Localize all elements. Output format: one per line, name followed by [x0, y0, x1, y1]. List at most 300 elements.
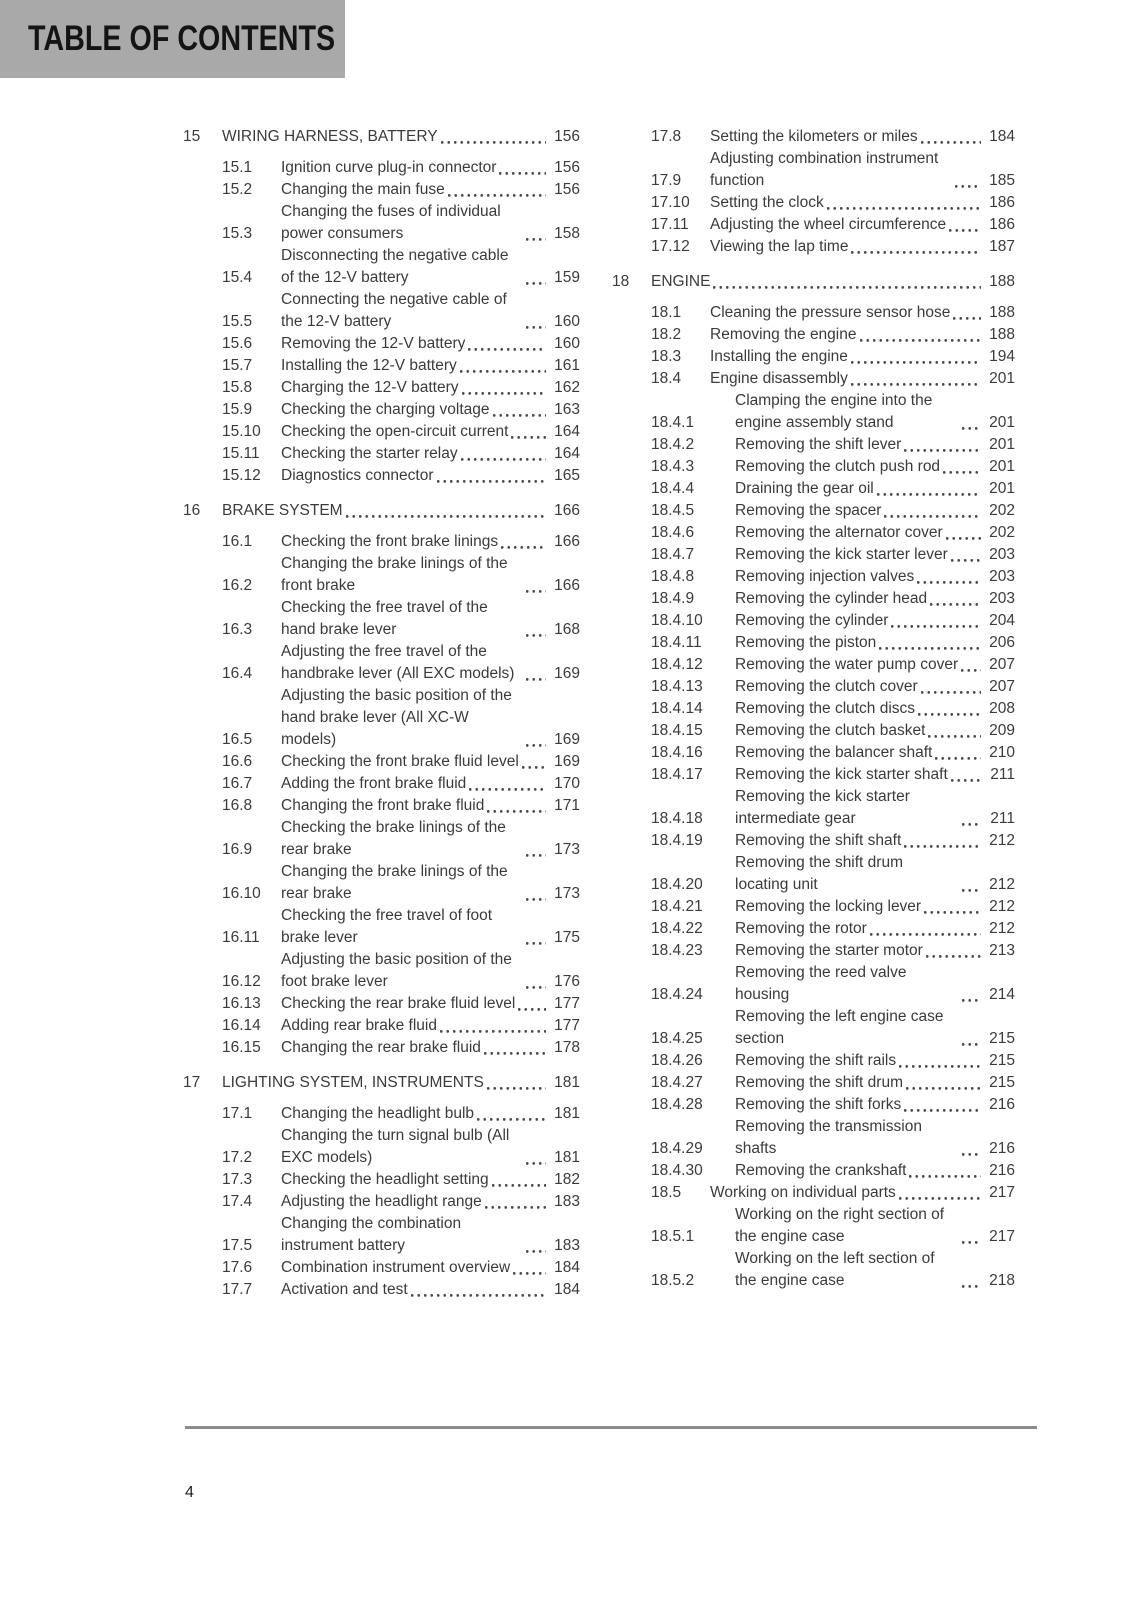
- toc-entry: [183, 157, 580, 179]
- toc-entry-title: Draining the gear oil: [735, 480, 874, 497]
- toc-entry: [612, 918, 1015, 940]
- toc-entry-title: Changing the rear brake fluid: [281, 1039, 481, 1056]
- toc-entry-title: Removing the shift shaft: [735, 832, 902, 849]
- toc-entry: [612, 698, 1015, 720]
- toc-entry-page: 170: [554, 775, 580, 792]
- toc-entry-number: 18.4.9: [651, 590, 695, 607]
- toc-entry-title: Changing the brake linings of the rear brake: [281, 863, 508, 902]
- dot-leader: [962, 1153, 981, 1156]
- toc-entry-title: Activation and test: [281, 1281, 408, 1298]
- dot-leader: [951, 559, 981, 562]
- toc-entry-page: 202: [989, 502, 1015, 519]
- page-number: 4: [185, 1484, 194, 1501]
- toc-entry-title: Changing the combination instrument battery: [281, 1215, 462, 1254]
- toc-entry: [612, 302, 1015, 324]
- toc-entry-title: ENGINE: [651, 273, 711, 290]
- dot-leader: [962, 1285, 981, 1288]
- dot-leader: [879, 647, 981, 650]
- toc-entry-page: 171: [554, 797, 580, 814]
- toc-entry-page: 156: [554, 181, 580, 198]
- toc-entry-title: Checking the free travel of foot brake lever: [281, 907, 493, 946]
- toc-entry: [612, 522, 1015, 544]
- dot-leader: [526, 942, 546, 945]
- toc-entry-title: Checking the front brake linings: [281, 533, 499, 550]
- dot-leader: [961, 669, 981, 672]
- dot-leader: [526, 898, 546, 901]
- toc-entry-title: Adjusting the wheel circumference: [710, 216, 947, 233]
- toc-entry-number: 15.11: [222, 445, 260, 462]
- dot-leader: [921, 141, 981, 144]
- toc-entry: [612, 346, 1015, 368]
- toc-entry-number: 17.6: [222, 1259, 253, 1276]
- dot-leader: [526, 326, 546, 329]
- toc-entry-title: Adjusting the basic position of the foot brake lever: [281, 951, 512, 990]
- toc-entry-page: 217: [989, 1184, 1015, 1201]
- toc-entry-title: Removing the 12-V battery: [281, 335, 466, 352]
- toc-entry: [183, 201, 580, 245]
- toc-entry-title: Removing the water pump cover: [735, 656, 959, 673]
- dot-leader: [437, 480, 547, 483]
- toc-entry: [183, 1072, 580, 1094]
- toc-column-left: [183, 126, 580, 1301]
- toc-entry: [612, 1072, 1015, 1094]
- toc-entry: [183, 751, 580, 773]
- toc-entry-title: Installing the engine: [710, 348, 848, 365]
- toc-entry-number: 16.5: [222, 731, 253, 748]
- toc-entry-page: 212: [989, 876, 1015, 893]
- toc-entry-number: 18.4.22: [651, 920, 703, 937]
- toc-entry-title: Combination instrument overview: [281, 1259, 511, 1276]
- toc-entry-page: 209: [989, 722, 1015, 739]
- toc-entry-title: Changing the fuses of individual power consumers: [281, 203, 501, 242]
- toc-entry: [612, 500, 1015, 522]
- toc-entry-page: 165: [554, 467, 580, 484]
- toc-entry-number: 18.4.24: [651, 986, 703, 1003]
- toc-entry-title: Engine disassembly: [710, 370, 848, 387]
- toc-entry-page: 188: [989, 326, 1015, 343]
- toc-entry-number: 18.4: [651, 370, 682, 387]
- toc-entry-title: Cleaning the pressure sensor hose: [710, 304, 951, 321]
- toc-entry-page: 175: [554, 929, 580, 946]
- toc-entry: [612, 1204, 1015, 1248]
- toc-entry: [612, 214, 1015, 236]
- toc-entry-page: 177: [554, 1017, 580, 1034]
- toc-entry-title: Removing the shift drum locating unit: [735, 854, 903, 893]
- dot-leader: [441, 141, 546, 144]
- toc-entry-number: 18.4.30: [651, 1162, 703, 1179]
- dot-leader: [499, 172, 546, 175]
- toc-entry-page: 218: [989, 1272, 1015, 1289]
- toc-entry: [183, 1037, 580, 1059]
- toc-entry-title: Checking the brake linings of the rear brake: [281, 819, 506, 858]
- dot-leader: [501, 546, 546, 549]
- toc-entry: [183, 685, 580, 751]
- toc-entry-page: 212: [989, 898, 1015, 915]
- toc-entry-page: 176: [554, 973, 580, 990]
- toc-entry: [612, 676, 1015, 698]
- toc-entry-page: 216: [989, 1096, 1015, 1113]
- toc-entry-page: 207: [989, 678, 1015, 695]
- dot-leader: [962, 823, 981, 826]
- toc-entry: [612, 434, 1015, 456]
- dot-leader: [891, 625, 981, 628]
- dot-leader: [477, 1118, 546, 1121]
- toc-entry-number: 16.12: [222, 973, 261, 990]
- toc-entry-number: 18.4.14: [651, 700, 703, 717]
- toc-entry: [183, 949, 580, 993]
- toc-entry-title: BRAKE SYSTEM: [222, 502, 343, 519]
- toc-entry: [183, 641, 580, 685]
- toc-entry-title: Removing the shift rails: [735, 1052, 897, 1069]
- toc-entry-number: 17.7: [222, 1281, 253, 1298]
- toc-entry: [612, 786, 1015, 830]
- toc-entry-page: 202: [989, 524, 1015, 541]
- toc-entry-title: Changing the turn signal bulb (All EXC models): [281, 1127, 510, 1166]
- toc-entry: [183, 1103, 580, 1125]
- toc-entry-title: Removing the spacer: [735, 502, 882, 519]
- dot-leader: [469, 788, 546, 791]
- toc-entry: [183, 126, 580, 148]
- toc-entry-number: 18.4.8: [651, 568, 695, 585]
- toc-entry: [183, 553, 580, 597]
- toc-entry-title: Removing the engine: [710, 326, 857, 343]
- toc-entry: [612, 654, 1015, 676]
- toc-entry-page: 215: [989, 1030, 1015, 1047]
- toc-entry-page: 161: [554, 357, 580, 374]
- toc-entry-page: 188: [989, 304, 1015, 321]
- toc-entry-number: 16.8: [222, 797, 253, 814]
- toc-entry-page: 216: [989, 1140, 1015, 1157]
- dot-leader: [485, 1206, 546, 1209]
- toc-entry-page: 201: [989, 436, 1015, 453]
- dot-leader: [513, 1272, 546, 1275]
- toc-entry-page: 203: [989, 568, 1015, 585]
- toc-entry-page: 210: [989, 744, 1015, 761]
- toc-entry-number: 17.2: [222, 1149, 253, 1166]
- toc-entry: [612, 1050, 1015, 1072]
- toc-entry: [183, 795, 580, 817]
- toc-entry-title: Disconnecting the negative cable of the 12-V battery: [281, 247, 509, 286]
- dot-leader: [926, 955, 981, 958]
- toc-entry: [183, 773, 580, 795]
- toc-entry-title: Checking the front brake fluid level: [281, 753, 519, 770]
- toc-entry-page: 181: [554, 1149, 580, 1166]
- toc-entry-title: Connecting the negative cable of the 12-V battery: [281, 291, 507, 330]
- toc-entry-page: 215: [989, 1052, 1015, 1069]
- toc-entry-page: 203: [989, 546, 1015, 563]
- toc-entry-page: 169: [554, 753, 580, 770]
- toc-entry-number: 18.4.23: [651, 942, 703, 959]
- toc-entry: [612, 1248, 1015, 1292]
- dot-leader: [955, 185, 981, 188]
- toc-entry-number: 18.4.5: [651, 502, 695, 519]
- dot-leader: [899, 1197, 981, 1200]
- toc-entry-page: 187: [989, 238, 1015, 255]
- toc-entry-number: 18.1: [651, 304, 682, 321]
- dot-leader: [462, 392, 547, 395]
- toc-entry-page: 160: [554, 335, 580, 352]
- toc-entry: [612, 390, 1015, 434]
- dot-leader: [962, 1241, 981, 1244]
- dot-leader: [962, 1043, 981, 1046]
- toc-entry-number: 18.4.21: [651, 898, 703, 915]
- toc-entry-page: 173: [554, 885, 580, 902]
- dot-leader: [484, 1052, 546, 1055]
- toc-entry-number: 18.4.18: [651, 810, 703, 827]
- dot-leader: [909, 1175, 981, 1178]
- toc-entry: [612, 852, 1015, 896]
- toc-entry-page: 184: [554, 1281, 580, 1298]
- toc-entry-page: 183: [554, 1193, 580, 1210]
- dot-leader: [943, 471, 981, 474]
- toc-entry-page: 201: [989, 480, 1015, 497]
- toc-entry-page: 194: [989, 348, 1015, 365]
- toc-entry-title: Working on the left section of the engine case: [735, 1250, 935, 1289]
- toc-entry-title: Adjusting the headlight range: [281, 1193, 482, 1210]
- toc-entry-number: 16.14: [222, 1017, 261, 1034]
- toc-entry: [183, 905, 580, 949]
- toc-entry: [183, 1257, 580, 1279]
- dot-leader: [440, 1030, 546, 1033]
- toc-entry-title: Removing the crankshaft: [735, 1162, 907, 1179]
- toc-entry: [612, 368, 1015, 390]
- toc-entry-page: 211: [990, 810, 1015, 827]
- dot-leader: [918, 713, 981, 716]
- toc-entry-title: Charging the 12-V battery: [281, 379, 459, 396]
- dot-leader: [492, 1184, 546, 1187]
- toc-entry: [183, 421, 580, 443]
- toc-entry-page: 158: [554, 225, 580, 242]
- toc-entry-page: 166: [554, 533, 580, 550]
- toc-entry: [612, 1094, 1015, 1116]
- toc-entry-number: 18.4.26: [651, 1052, 703, 1069]
- toc-entry-title: Changing the front brake fluid: [281, 797, 485, 814]
- dot-leader: [487, 810, 546, 813]
- toc-entry-number: 16.4: [222, 665, 253, 682]
- toc-entry-number: 18.4.3: [651, 458, 695, 475]
- toc-entry-number: 16: [183, 502, 201, 519]
- dot-leader: [851, 251, 981, 254]
- toc-entry-page: 217: [989, 1228, 1015, 1245]
- toc-entry-title: Installing the 12-V battery: [281, 357, 457, 374]
- toc-entry-number: 16.10: [222, 885, 261, 902]
- toc-entry-title: Removing the kick starter intermediate gear: [735, 788, 910, 827]
- toc-entry-number: 18.4.7: [651, 546, 695, 563]
- toc-entry-page: 212: [989, 920, 1015, 937]
- toc-entry-title: WIRING HARNESS, BATTERY: [222, 128, 438, 145]
- toc-entry-page: 184: [989, 128, 1015, 145]
- dot-leader: [713, 286, 981, 289]
- toc-entry-number: 18.4.4: [651, 480, 695, 497]
- toc-entry-number: 15.4: [222, 269, 253, 286]
- toc-entry: [612, 456, 1015, 478]
- toc-entry: [612, 742, 1015, 764]
- toc-entry: [183, 531, 580, 553]
- dot-leader: [526, 744, 546, 747]
- toc-entry-number: 18.5.2: [651, 1272, 695, 1289]
- toc-entry: [612, 478, 1015, 500]
- toc-entry-page: 204: [989, 612, 1015, 629]
- toc-entry-title: Setting the clock: [710, 194, 824, 211]
- dot-leader: [526, 986, 546, 989]
- dot-leader: [904, 1109, 981, 1112]
- toc-entry: [183, 1279, 580, 1301]
- dot-leader: [851, 361, 981, 364]
- dot-leader: [526, 282, 546, 285]
- toc-entry-number: 18.4.16: [651, 744, 703, 761]
- toc-entry-page: 168: [554, 621, 580, 638]
- toc-entry-page: 201: [989, 414, 1015, 431]
- toc-entry-title: Removing the balancer shaft: [735, 744, 933, 761]
- toc-entry: [612, 610, 1015, 632]
- toc-entry-title: Removing the transmission shafts: [735, 1118, 922, 1157]
- toc-entry: [612, 126, 1015, 148]
- toc-entry-number: 18.3: [651, 348, 682, 365]
- toc-entry-number: 18.5: [651, 1184, 682, 1201]
- toc-entry-title: Removing the left engine case section: [735, 1008, 944, 1047]
- toc-entry-title: Adding rear brake fluid: [281, 1017, 437, 1034]
- toc-entry-page: 177: [554, 995, 580, 1012]
- toc-entry: [183, 861, 580, 905]
- toc-entry-number: 18.2: [651, 326, 682, 343]
- toc-entry: [183, 333, 580, 355]
- toc-entry: [612, 271, 1015, 293]
- toc-entry: [183, 1169, 580, 1191]
- toc-entry-page: 169: [554, 665, 580, 682]
- footer-divider: [185, 1426, 1037, 1429]
- toc-entry-title: Removing the clutch basket: [735, 722, 926, 739]
- toc-entry-page: 207: [989, 656, 1015, 673]
- toc-entry-number: 16.3: [222, 621, 253, 638]
- toc-entry-number: 16.2: [222, 577, 253, 594]
- toc-entry-page: 213: [989, 942, 1015, 959]
- toc-entry: [612, 544, 1015, 566]
- toc-entry: [183, 443, 580, 465]
- toc-entry-number: 16.1: [222, 533, 253, 550]
- dot-leader: [526, 1250, 546, 1253]
- toc-entry: [612, 962, 1015, 1006]
- dot-leader: [526, 634, 546, 637]
- toc-entry-number: 18.4.13: [651, 678, 703, 695]
- toc-entry-page: 156: [554, 128, 580, 145]
- toc-entry-number: 17.12: [651, 238, 690, 255]
- dot-leader: [962, 889, 981, 892]
- toc-entry-page: 178: [554, 1039, 580, 1056]
- toc-entry-number: 16.6: [222, 753, 253, 770]
- toc-entry-number: 18.4.15: [651, 722, 703, 739]
- dot-leader: [511, 436, 546, 439]
- toc-entry-page: 162: [554, 379, 580, 396]
- toc-entry: [612, 236, 1015, 258]
- toc-entry-title: Removing the piston: [735, 634, 877, 651]
- toc-entry-number: 18.4.29: [651, 1140, 703, 1157]
- toc-entry-number: 18.4.17: [651, 766, 703, 783]
- toc-entry-title: Removing the cylinder: [735, 612, 889, 629]
- toc-entry-page: 212: [989, 832, 1015, 849]
- toc-entry-page: 181: [554, 1074, 580, 1091]
- toc-entry-number: 18.5.1: [651, 1228, 695, 1245]
- toc-entry-title: Removing the starter motor: [735, 942, 923, 959]
- toc-column-right: [612, 126, 1015, 1301]
- toc-entry-page: 211: [990, 766, 1015, 783]
- toc-entry-title: Checking the starter relay: [281, 445, 458, 462]
- toc-entry-page: 183: [554, 1237, 580, 1254]
- toc-entry-number: 17.8: [651, 128, 682, 145]
- toc-entry-number: 18.4.10: [651, 612, 703, 629]
- toc-entry: [612, 764, 1015, 786]
- toc-entry-title: Removing injection valves: [735, 568, 915, 585]
- toc-entry-title: Working on the right section of the engine case: [735, 1206, 945, 1245]
- toc-entry: [612, 830, 1015, 852]
- toc-entry-number: 17.3: [222, 1171, 253, 1188]
- toc-entry-title: Adjusting the basic position of the hand brake lever (All XC-W models): [281, 687, 512, 748]
- toc-entry-title: Removing the shift forks: [735, 1096, 902, 1113]
- toc-entry-title: Removing the shift lever: [735, 436, 902, 453]
- toc-entry: [612, 632, 1015, 654]
- toc-entry-title: Changing the headlight bulb: [281, 1105, 475, 1122]
- dot-leader: [877, 493, 981, 496]
- toc-entry-title: Removing the rotor: [735, 920, 867, 937]
- toc-entry: [183, 465, 580, 487]
- toc-entry: [183, 1213, 580, 1257]
- toc-entry-title: Viewing the lap time: [710, 238, 849, 255]
- toc-entry-number: 15.1: [222, 159, 253, 176]
- dot-leader: [526, 1162, 546, 1165]
- toc-entry: [183, 245, 580, 289]
- toc-entry: [612, 720, 1015, 742]
- toc-entry-number: 15.8: [222, 379, 253, 396]
- dot-leader: [526, 238, 546, 241]
- toc-entry-page: 215: [989, 1074, 1015, 1091]
- toc-entry-title: Checking the open-circuit current: [281, 423, 509, 440]
- toc-entry-page: 201: [989, 458, 1015, 475]
- dot-leader: [921, 691, 981, 694]
- toc-entry-number: 18: [612, 273, 630, 290]
- toc-entry-number: 18.4.28: [651, 1096, 703, 1113]
- dot-leader: [953, 317, 981, 320]
- toc-entry-number: 17.10: [651, 194, 690, 211]
- toc-entry-number: 15.3: [222, 225, 253, 242]
- dot-leader: [526, 854, 546, 857]
- toc-entry-page: 181: [554, 1105, 580, 1122]
- toc-entry: [183, 355, 580, 377]
- toc-entry-page: 164: [554, 423, 580, 440]
- toc-entry-title: LIGHTING SYSTEM, INSTRUMENTS: [222, 1074, 484, 1091]
- toc-entry: [183, 289, 580, 333]
- toc-entry: [612, 1116, 1015, 1160]
- dot-leader: [870, 933, 981, 936]
- toc-entry: [612, 324, 1015, 346]
- toc-entry-number: 16.15: [222, 1039, 261, 1056]
- toc-entry-page: 156: [554, 159, 580, 176]
- dot-leader: [518, 1008, 546, 1011]
- toc-entry-title: Removing the cylinder head: [735, 590, 928, 607]
- dot-leader: [962, 427, 981, 430]
- toc-entry: [612, 1160, 1015, 1182]
- toc-entry-title: Removing the alternator cover: [735, 524, 943, 541]
- toc-entry-title: Working on individual parts: [710, 1184, 896, 1201]
- toc-entry-number: 17: [183, 1074, 201, 1091]
- toc-entry: [612, 1006, 1015, 1050]
- toc-entry-number: 18.4.2: [651, 436, 695, 453]
- toc-entry-page: 186: [989, 216, 1015, 233]
- toc-entry-title: Removing the locking lever: [735, 898, 922, 915]
- dot-leader: [526, 678, 546, 681]
- dot-leader: [448, 194, 546, 197]
- toc-entry-number: 16.13: [222, 995, 261, 1012]
- toc-entry-number: 18.4.27: [651, 1074, 703, 1091]
- toc-entry: [612, 192, 1015, 214]
